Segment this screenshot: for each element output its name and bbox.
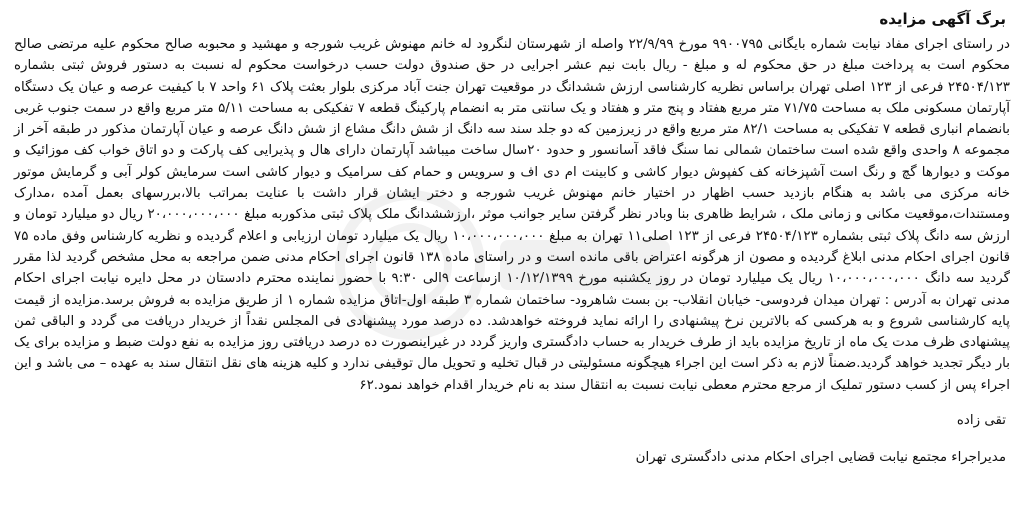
signer-name: تقی زاده <box>956 413 1006 429</box>
notice-title: برگ آگهی مزایده <box>879 10 1006 28</box>
issuing-office: مدیراجراء مجتمع نیابت قضایی اجرای احکام مدنی دادگستری تهران <box>635 450 1006 466</box>
notice-body: در راستای اجرای مفاد نیابت شماره بایگانی ۹۹۰۰۷۹۵ مورخ ۲۲/۹/۹۹ واصله از شهرستان لنگرود له خانم مهنوش غریب شورجه و مهشید و محبوبه صالح محکوم علیه مرتضی صالح محکوم است به پرداخت مبلغ در حق محکوم له و مبلغ - ریال بابت نیم عشر اجرایی در حق صندوق دولت حسب درخواست محکوم له نسبت به دستور فروش ثبتی بشماره ۲۴۵۰۴/۱۲۳ فرعی از ۱۲۳ اصلی تهران براساس نظریه کارشناسی ارزش ششدانگ در موقعیت تهران جنت آباد مرکزی بلوار بعثت پلاک ۶۱ واحد ۷ با کیفیت عرصه و عیان یک دستگاه آپارتمان مسکونی ملک به مساحت ۷۱/۷۵ متر مربع هفتاد و پنج متر و هفتاد و یک سانتی متر به انضمام پارکینگ قطعه ۷ تفکیکی به مساحت ۵/۱۱ متر مربع واقع در سمت جنوب غربی بانضمام انباری قطعه ۷ تفکیکی به مساحت ۸۲/۱ متر مربع واقع در زیرزمین که دو جلد سند سه دانگ از شش دانگ مشاع از شش دانگ عرصه و عیان آپارتمان مذکور در طبقه آخر از مجموعه ۸ واحدی واقع شده است ساختمان شمالی نما سنگ فاقد آسانسور و حدود ۲۰سال ساخت میباشد آپارتمان دارای هال و پذیرایی کف پارکت و دو اتاق خواب کف موزائیک و موکت و دیوارها گچ و رنگ است آشپزخانه کف کفپوش دیوار کاشی و کابینت ام دی اف و سرویس و حمام کف سرامیک و دیوار کاشی است سرمایش کولر آبی و گرمایش موتور خانه مرکزی می باشد به هنگام بازدید حسب اظهار در اختیار خانم مهنوش غریب شورجه و دختر ایشان قرار داشت با عنایت بمراتب بالا،بررسهای بعمل آمده ،مدارک ومستندات،موقعیت مکانی و زمانی ملک ، شرایط ظاهری بنا وبادر نظر گرفتن سایر جوانب موثر ،ارزششدانگ ملک پلاک ثبتی مذکوربه مبلغ ۲۰،۰۰۰،۰۰۰،۰۰۰ ریال دو میلیارد تومان و ارزش سه دانگ پلاک ثبتی بشماره ۲۴۵۰۴/۱۲۳ فرعی از ۱۲۳ اصلی۱۱ تهران به مبلغ ۱۰،۰۰۰،۰۰۰،۰۰۰ ریال یک میلیارد تومان ارزیابی و اعلام گردیده و نظریه کارشناس وفق ماده ۷۵ قانون اجرای احکام مدنی ابلاغ گردیده و مصون از هرگونه اعتراض باقی مانده است و در راستای ماده ۱۳۸ قانون اجرای احکام مدنی ضمن مراجعه به محل مشخص گردید لذا مقرر گردید سه دانگ ۱۰،۰۰۰،۰۰۰،۰۰۰ ریال یک میلیارد تومان در روز یکشنبه مورخ ۱۰/۱۲/۱۳۹۹ ازساعت ۹الی ۹:۳۰ با حضور نماینده محترم دادستان در محل دایره نیابت اجرای احکام مدنی تهران به آدرس : تهران میدان فردوسی- خیابان انقلاب- بن بست شاهرود- ساختمان شماره ۳ طبقه اول-اتاق مزایده شماره ۱ از طریق مزایده به فروش برسد.مزایده از قیمت پایه کارشناسی شروع و به هرکسی که بالاترین نرخ پیشنهادی را ارائه نماید فروخته خواهدشد. ده درصد مورد پیشنهادی فی المجلس نقداً از خریدار دریافت می گردد و الباقی ثمن پیشنهادی ظرف مدت یک ماه از تاریخ مزایده باید از طرف خریدار به حساب دادگستری واریز گردد در غیراینصورت ده درصد دریافتی روز مزایده به نفع دولت ضبط و مزایده برای یک بار دیگر تجدید خواهد گردید.ضمناً لازم به ذکر است این اجراء هیچگونه مسئولیتی در قبال تخلیه و تحویل مال توقیفی ندارد و کلیه هزینه های نقل انتقال سند به عهده – می باشد و این اجراء پس از کسب دستور تملیک از مرجع محترم معطی نیابت نسبت به انتقال سند به نام خریدار اقدام خواهد نمود.۶۲ <box>14 37 1011 393</box>
